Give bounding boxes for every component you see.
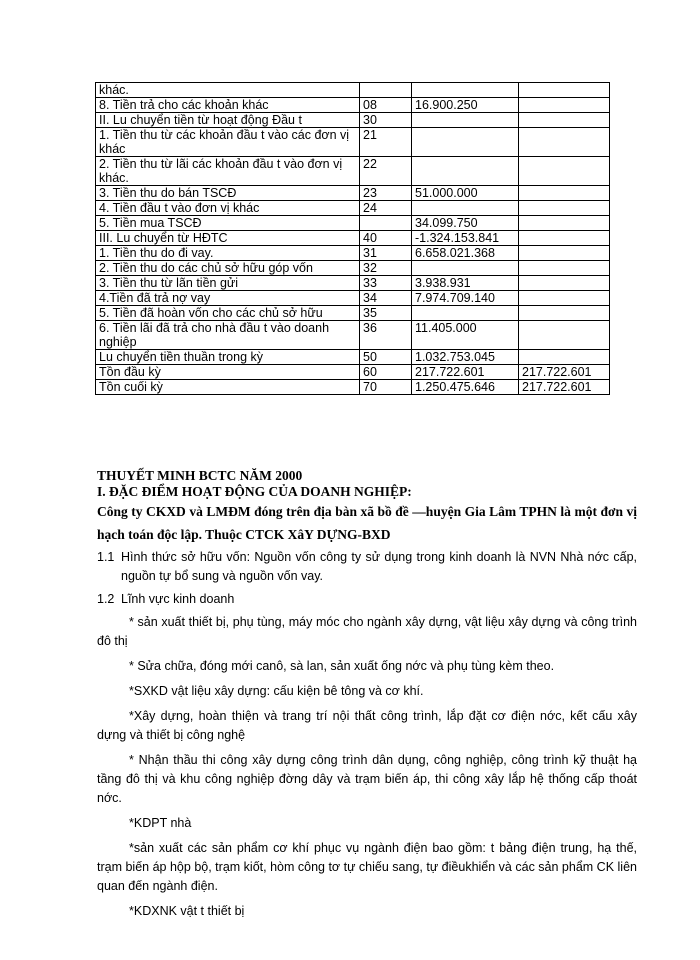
row-code: 33 <box>360 276 412 291</box>
row-value-current: 6.658.021.368 <box>412 246 519 261</box>
table-row <box>96 321 610 350</box>
table-row <box>96 113 610 128</box>
row-code: 31 <box>360 246 412 261</box>
row-code: 30 <box>360 113 412 128</box>
row-value-current: 11.405.000 <box>412 321 519 350</box>
table-row <box>96 261 610 276</box>
row-code: 24 <box>360 201 412 216</box>
row-code: 32 <box>360 261 412 276</box>
row-value-previous <box>519 186 610 201</box>
row-label: 2. Tiền thu do các chủ sở hữu góp vốn <box>96 261 360 276</box>
row-code: 22 <box>360 157 412 186</box>
table-row <box>96 98 610 113</box>
row-value-current <box>412 306 519 321</box>
row-label: Lu chuyển tiền thuần trong kỳ <box>96 350 360 365</box>
row-label: 6. Tiền lãi đã trả cho nhà đầu t vào doanh nghiệp <box>96 321 360 350</box>
table-row <box>96 246 610 261</box>
row-value-current: 51.000.000 <box>412 186 519 201</box>
row-code <box>360 83 412 98</box>
row-value-current: 34.099.750 <box>412 216 519 231</box>
row-code: 35 <box>360 306 412 321</box>
row-value-previous <box>519 216 610 231</box>
company-intro: Công ty CKXD và LMĐM đóng trên địa bàn xã bồ đề —huyện Gia Lâm TPHN là một đơn vị hạch toán độc lập. Thuộc CTCK XâY DỰNG-BXD <box>97 504 637 542</box>
row-value-current: 16.900.250 <box>412 98 519 113</box>
item-number: 1.1 <box>97 550 115 564</box>
row-label: 1. Tiền thu từ các khoản đầu t vào các đơn vị khác <box>96 128 360 157</box>
row-value-previous <box>519 128 610 157</box>
business-line-1: * sản xuất thiết bị, phụ tùng, máy móc cho ngành xây dựng, vật liệu xây dựng và công trình đô thị <box>97 615 637 648</box>
row-value-previous <box>519 113 610 128</box>
row-code: 50 <box>360 350 412 365</box>
row-value-current <box>412 113 519 128</box>
row-value-current: -1.324.153.841 <box>412 231 519 246</box>
table-row <box>96 201 610 216</box>
row-code <box>360 216 412 231</box>
row-value-previous <box>519 98 610 113</box>
row-value-previous: 217.722.601 <box>519 365 610 380</box>
row-value-current <box>412 157 519 186</box>
table-row <box>96 216 610 231</box>
item-text: Lĩnh vực kinh doanh <box>121 592 235 606</box>
row-value-previous <box>519 350 610 365</box>
row-value-previous <box>519 276 610 291</box>
row-label: 1. Tiền thu do đi vay. <box>96 246 360 261</box>
row-value-previous <box>519 321 610 350</box>
row-code: 23 <box>360 186 412 201</box>
row-value-previous: 217.722.601 <box>519 380 610 395</box>
business-line-7: *sản xuất các sản phẩm cơ khí phục vụ ngành điện bao gồm: t bảng điện trung, hạ thế, trạm biến áp hộp bộ, trạm kiốt, hòm công tơ tự chiếu sang, tự điềukhiển và các sản phẩm CK liên quan đến ngành điện. <box>97 841 637 893</box>
row-value-current: 3.938.931 <box>412 276 519 291</box>
cash-flow-table <box>95 82 610 395</box>
table-row <box>96 306 610 321</box>
row-label: khác. <box>96 83 360 98</box>
table-row <box>96 350 610 365</box>
row-value-previous <box>519 201 610 216</box>
row-value-current <box>412 261 519 276</box>
table-row <box>96 365 610 380</box>
item-ownership <box>97 548 637 586</box>
row-code: 21 <box>360 128 412 157</box>
row-label: 3. Tiền thu do bán TSCĐ <box>96 186 360 201</box>
row-code: 60 <box>360 365 412 380</box>
row-value-current: 1.032.753.045 <box>412 350 519 365</box>
table-row <box>96 231 610 246</box>
table-row <box>96 186 610 201</box>
row-value-previous <box>519 83 610 98</box>
table-row <box>96 157 610 186</box>
cash-flow-table-body <box>96 83 610 395</box>
business-line-3: *SXKD vật liệu xây dựng: cấu kiện bê tông và cơ khí. <box>129 684 424 698</box>
row-value-previous <box>519 261 610 276</box>
row-value-previous <box>519 246 610 261</box>
row-label: II. Lu chuyển tiền từ hoạt động Đầu t <box>96 113 360 128</box>
row-code: 08 <box>360 98 412 113</box>
row-value-previous <box>519 306 610 321</box>
table-row <box>96 83 610 98</box>
business-line-5: * Nhận thầu thi công xây dựng công trình dân dụng, công nghiệp, công trình kỹ thuật hạ tầng đô thị và khu công nghiệp đờng dây và trạm biến áp, thi công xây lắp hệ thống cấp thoát nớc. <box>97 753 637 805</box>
notes-title: THUYẾT MINH BCTC NĂM 2000 <box>97 468 303 483</box>
item-number: 1.2 <box>97 592 115 606</box>
table-row <box>96 128 610 157</box>
row-code: 40 <box>360 231 412 246</box>
table-row <box>96 380 610 395</box>
row-label: 4.Tiền đã trả nợ vay <box>96 291 360 306</box>
row-label: 4. Tiền đầu t vào đơn vị khác <box>96 201 360 216</box>
row-label: Tồn đầu kỳ <box>96 365 360 380</box>
row-label: 5. Tiền đã hoàn vốn cho các chủ sở hữu <box>96 306 360 321</box>
row-label: 8. Tiền trả cho các khoản khác <box>96 98 360 113</box>
row-value-current: 217.722.601 <box>412 365 519 380</box>
row-value-previous <box>519 157 610 186</box>
row-code: 34 <box>360 291 412 306</box>
table-row <box>96 291 610 306</box>
row-value-current <box>412 128 519 157</box>
business-line-8: *KDXNK vật t thiết bị <box>129 904 245 918</box>
table-row <box>96 276 610 291</box>
row-label: 5. Tiền mua TSCĐ <box>96 216 360 231</box>
business-line-4: *Xây dựng, hoàn thiện và trang trí nội thất công trình, lắp đặt cơ điện nớc, kết cấu xây dựng và thiết bị công nghệ <box>97 709 637 742</box>
row-value-current <box>412 83 519 98</box>
row-code: 70 <box>360 380 412 395</box>
row-label: III. Lu chuyển từ HĐTC <box>96 231 360 246</box>
business-line-2: * Sửa chữa, đóng mới canô, sà lan, sản xuất ống nớc và phụ tùng kèm theo. <box>129 659 555 673</box>
row-value-current: 1.250.475.646 <box>412 380 519 395</box>
row-value-current: 7.974.709.140 <box>412 291 519 306</box>
row-value-previous <box>519 231 610 246</box>
row-value-previous <box>519 291 610 306</box>
row-label: Tồn cuối kỳ <box>96 380 360 395</box>
item-business-field <box>97 590 637 609</box>
financial-notes-section <box>97 468 637 921</box>
business-line-6: *KDPT nhà <box>129 816 192 830</box>
row-value-current <box>412 201 519 216</box>
row-label: 2. Tiền thu từ lãi các khoản đầu t vào đơn vị khác. <box>96 157 360 186</box>
item-text: Hình thức sở hữu vốn: Nguồn vốn công ty sử dụng trong kinh doanh là NVN Nhà nớc cấp, nguồn tự bổ sung và nguồn vốn vay. <box>121 550 637 583</box>
section-heading: I. ĐẶC ĐIỂM HOẠT ĐỘNG CỦA DOANH NGHIỆP: <box>97 484 412 499</box>
row-label: 3. Tiền thu từ lãn tiền gửi <box>96 276 360 291</box>
row-code: 36 <box>360 321 412 350</box>
